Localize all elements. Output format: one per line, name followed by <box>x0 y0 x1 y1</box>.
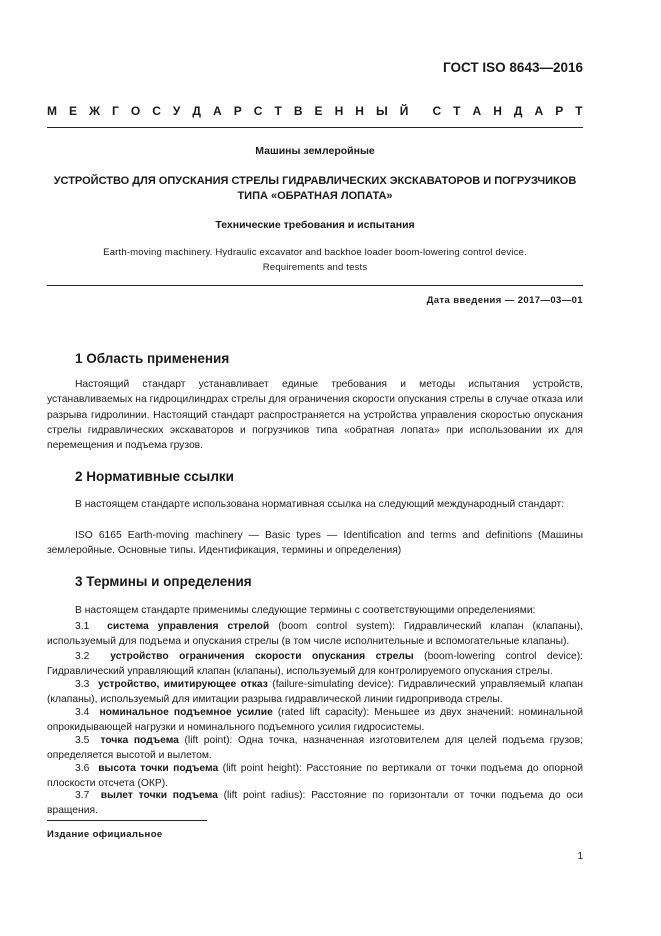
term-text: (failure-simulating device): Гидравлический управляемый клапан (клапаны), используемый для имитации разрыва гидравлической линии гидропривода стрелы. <box>47 679 583 706</box>
section-paragraph: Настоящий стандарт устанавливает единые требования и методы испытания устройств, устанавливаемых на гидроцилиндрах стрелы для ограничения скорости опускания стрелы в случае отказа или разрыва гидролинии. Настоящий стандарт распространяется на устройства управления скоростью опускания стрелы гидравлических экскаваторов и погрузчиков типа «обратная лопата» при использовании их для перемещения и подъема грузов. <box>47 379 583 452</box>
title-line: УСТРОЙСТВО ДЛЯ ОПУСКАНИЯ СТРЕЛЫ ГИДРАВЛИЧЕСКИХ ЭКСКАВАТОРОВ И ПОГРУЗЧИКОВ <box>53 175 577 187</box>
term-number: 3.6 <box>75 763 90 774</box>
page-number: 1 <box>577 851 583 862</box>
section-heading: 2 Нормативные ссылки <box>75 469 234 484</box>
term-name: вылет точки подъема <box>100 790 218 801</box>
term-definition <box>47 677 583 708</box>
term-number: 3.3 <box>75 679 90 690</box>
term-definition <box>47 619 583 650</box>
effective-date: Дата введения — 2017—03—01 <box>426 295 583 306</box>
section-paragraph: В настоящем стандарте использована нормативная ссылка на следующий международный стандарт: <box>75 499 565 510</box>
banner-letter: Ы <box>375 104 388 118</box>
term-text: (lift point): Одна точка, назначенная изготовителем для целей подъема грузов; определяется высотой и вылетом. <box>47 735 583 762</box>
section-paragraph: ISO 6165 Earth-moving machinery — Basic types — Identification and terms and definitions (Машины землеройные. Основные типы. Идентификация, термины и определения) <box>47 530 583 557</box>
banner-letter: Н <box>493 104 502 118</box>
term-definition <box>47 705 583 736</box>
term-number: 3.7 <box>75 790 90 801</box>
banner-letter: А <box>212 104 222 118</box>
banner-letter: О <box>130 104 141 118</box>
banner-letter: Г <box>111 104 119 118</box>
term-name: точка подъема <box>100 735 179 746</box>
term-definition <box>47 733 583 764</box>
term-name: устройство ограничения скорости опускания стрелы <box>110 651 414 662</box>
banner-letter: Т <box>453 104 461 118</box>
top-divider <box>47 127 583 128</box>
banner-letter: А <box>534 104 544 118</box>
banner-letter: Ж <box>89 104 100 118</box>
banner-letter: Е <box>314 104 323 118</box>
term-name: высота точки подъема <box>98 763 219 774</box>
term-definition <box>47 649 583 680</box>
banner-letter: Р <box>555 104 564 118</box>
banner-letter: У <box>172 104 181 118</box>
term-definition <box>47 788 583 819</box>
banner-letter: С <box>432 104 442 118</box>
document-subtitle: Машины землеройные <box>255 145 375 157</box>
document-title <box>47 174 583 204</box>
section-paragraph: В настоящем стандарте применимы следующие термины с соответствующими определениями: <box>75 605 536 616</box>
term-name: устройство, имитирующее отказ <box>98 679 268 690</box>
term-text: (lift point radius): Расстояние по горизонтали от точки подъема до оси вращения. <box>47 790 583 817</box>
term-text: (boom control system): Гидравлический клапан (клапаны), используемый для подъема и опускания стрелы (в том числе исполнительные и вспомогательные клапаны). <box>47 621 583 648</box>
document-code: ГОСТ ISO 8643—2016 <box>443 60 583 75</box>
term-name: система управления стрелой <box>107 621 270 632</box>
term-name: номинальное подъемное усилие <box>99 707 273 718</box>
title-line: ТИПА «ОБРАТНАЯ ЛОПАТА» <box>237 190 393 202</box>
term-number: 3.1 <box>75 621 90 632</box>
banner-letter: Й <box>399 104 409 118</box>
banner-letter: Т <box>274 104 282 118</box>
official-edition: Издание официальное <box>47 829 163 840</box>
section-heading: 1 Область применения <box>75 351 230 366</box>
term-definition <box>47 761 583 792</box>
banner-letter: Д <box>513 104 523 118</box>
banner-letter: Н <box>355 104 364 118</box>
banner-letter: Т <box>575 104 583 118</box>
term-text: (rated lift capacity): Меньшее из двух значений: номинальной опрокидывающей нагрузки и номинального подъемного усилия гидросистемы. <box>47 707 583 734</box>
banner-letter: Е <box>69 104 78 118</box>
banner-letter: С <box>152 104 161 118</box>
term-text: (lift point height): Расстояние по вертикали от точки подъема до опорной плоскости отсчета (ОКР). <box>47 763 583 790</box>
term-number: 3.4 <box>75 707 90 718</box>
banner-letter: В <box>293 104 303 118</box>
footer-divider <box>47 820 207 821</box>
standard-banner <box>47 104 583 118</box>
english-title-line: Requirements and tests <box>262 262 368 273</box>
term-number: 3.2 <box>75 651 90 662</box>
english-title-line: Earth-moving machinery. Hydraulic excavator and backhoe loader boom-lowering control device. <box>103 247 527 258</box>
requirements-heading: Технические требования и испытания <box>215 219 415 231</box>
banner-letter: Н <box>334 104 344 118</box>
title-divider <box>47 285 583 286</box>
banner-letter: С <box>253 104 263 118</box>
term-text: (boom-lowering control device): Гидравлический управляющий клапан (клапаны), используемый для контролируемого опускания стрелы. <box>47 651 583 678</box>
section-heading: 3 Термины и определения <box>75 574 252 589</box>
term-number: 3.5 <box>75 735 90 746</box>
banner-letter: Д <box>192 104 201 118</box>
banner-letter: А <box>472 104 482 118</box>
english-title <box>47 245 583 275</box>
banner-letter: Р <box>233 104 242 118</box>
banner-letter: М <box>47 104 57 118</box>
